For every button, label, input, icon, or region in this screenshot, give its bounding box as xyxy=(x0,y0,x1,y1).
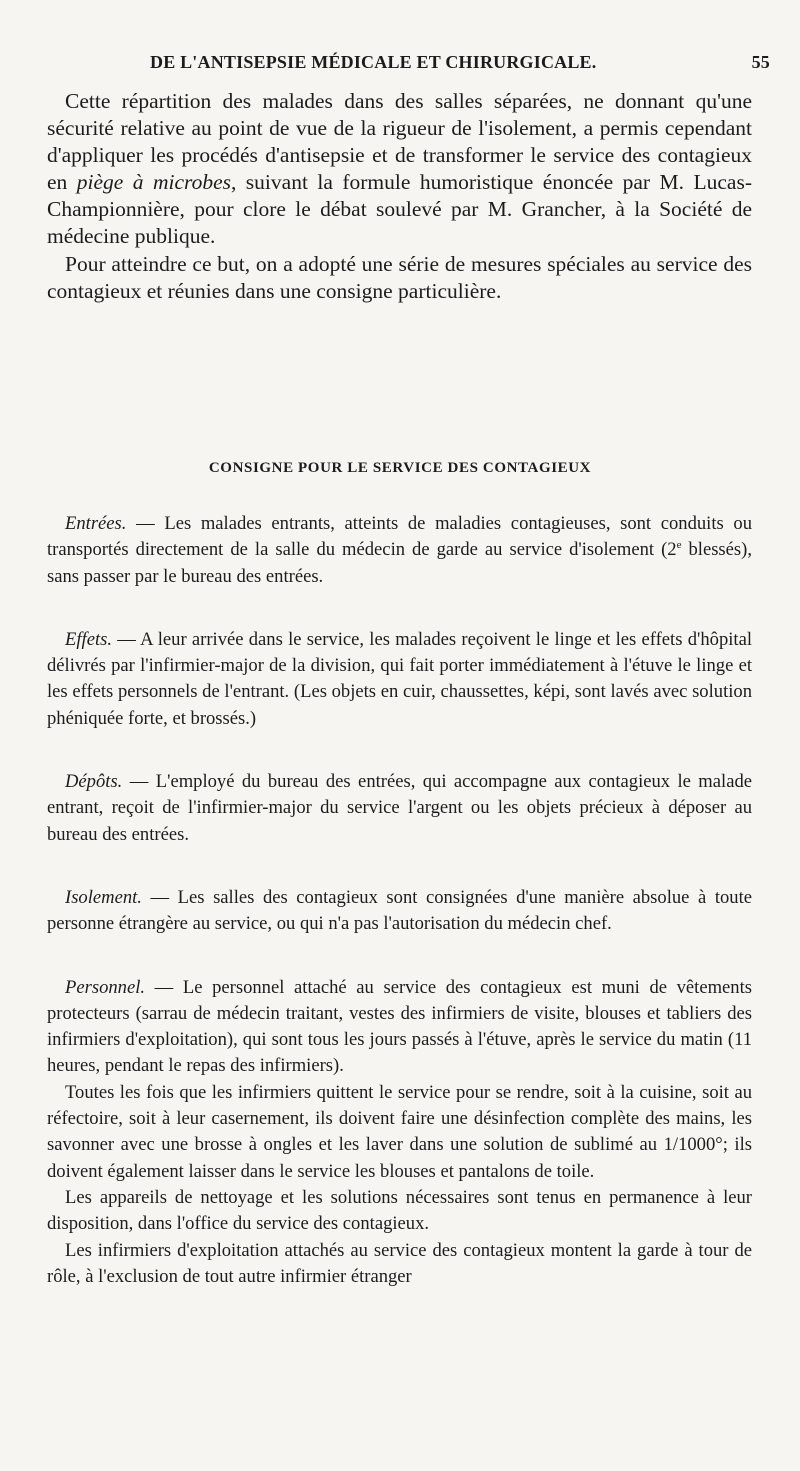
entry-effets: Effets. — A leur arrivée dans le service, les malades reçoivent le linge et les effets d'hôpital délivrés par l'infirmier-major de la division, qui fait porter immédiatement à l'étuve le linge et les effets personnels de l'entrant. (Les objets en cuir, chaussettes, képi, sont lavés avec solution phéniquée forte, et brossés.) xyxy=(47,628,752,729)
emphasis-piege: piège à microbes xyxy=(76,170,231,195)
entry-isolement: Isolement. — Les salles des contagieux sont consignées d'une manière absolue à toute personne étrangère au service, ou qui n'a pas l'autorisation du médecin chef. xyxy=(47,886,752,935)
paragraph-appareils: Les appareils de nettoyage et les solutions nécessaires sont tenus en permanence à leur disposition, dans l'office du service des contagieux. xyxy=(47,1186,752,1235)
paragraph-infirmiers: Les infirmiers d'exploitation attachés au service des contagieux montent la garde à tour de rôle, à l'exclusion de tout autre infirmier étranger xyxy=(47,1239,752,1287)
intro-paragraph-1: Cette répartition des malades dans des salles séparées, ne donnant qu'une sécurité relative au point de vue de la rigueur de l'isolement, a permis cependant d'appliquer les procédés d'antisepsie et de transformer le service des contagieux en piège à microbes, suivant la formule humoristique énoncée par M. Lucas-Championnière, pour clore le débat soulevé par M. Grancher, à la Société de médecine publique. xyxy=(47,89,752,249)
section-title: CONSIGNE POUR LE SERVICE DES CONTAGIEUX xyxy=(208,460,592,476)
entry-heading: Entrées. xyxy=(65,513,127,534)
entry-heading: Isolement. xyxy=(65,886,142,908)
entry-depots: Dépôts. — L'employé du bureau des entrées, qui accompagne aux contagieux le malade entrant, reçoit de l'infirmier-major du service l'argent ou les objets précieux à déposer au bureau des entrées. xyxy=(47,771,752,845)
running-title: DE L'ANTISEPSIE MÉDICALE ET CHIRURGICALE. xyxy=(150,52,597,72)
running-header xyxy=(150,52,770,73)
entry-heading: Personnel. xyxy=(65,976,146,998)
entry-personnel: Personnel. — Le personnel attaché au service des contagieux est muni de vêtements protecteurs (sarrau de médecin traitant, vestes des infirmiers de visite, blouses et tabliers des infirmiers d'exploitation), qui sont tous les jours passés à l'étuve, après le service du matin (11 heures, pendant le repas des infirmiers). xyxy=(47,976,752,1077)
page-number: 55 xyxy=(751,52,770,72)
consigne-body xyxy=(47,511,752,1290)
paragraph-toutes-les-fois: Toutes les fois que les infirmiers quittent le service pour se rendre, soit à la cuisine, soit au réfectoire, soit à leur casernement, ils doivent faire une désinfection complète des mains, les savonner avec une brosse à ongles et les laver dans une solution de sublimé au 1/1000°; ils doivent également laisser dans le service les blouses et pantalons de toile. xyxy=(47,1081,752,1182)
entry-heading: Dépôts. xyxy=(65,771,123,793)
intro-text xyxy=(47,88,752,305)
entry-heading: Effets. xyxy=(65,628,112,650)
intro-paragraph-2: Pour atteindre ce but, on a adopté une série de mesures spéciales au service des contagieux et réunies dans une consigne particulière. xyxy=(47,251,752,303)
entry-entrees: Entrées. — Les malades entrants, atteints de maladies contagieuses, sont conduits ou transportés directement de la salle du médecin de garde au service d'isolement (2e blessés), sans passer par le bureau des entrées. xyxy=(47,513,752,587)
